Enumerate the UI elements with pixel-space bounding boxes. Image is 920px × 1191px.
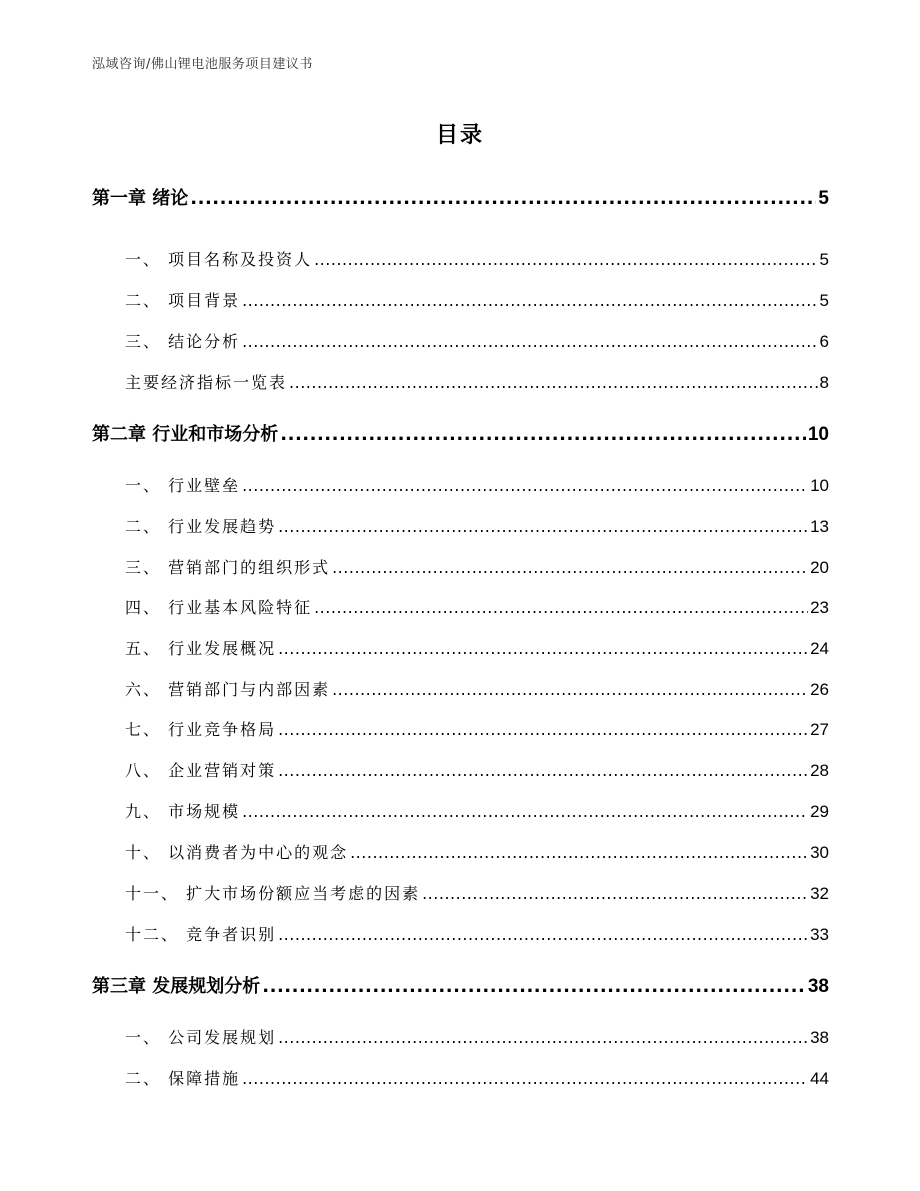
toc-section-2-2[interactable]: [125, 514, 829, 538]
toc-entry-label: 二、 行业发展趋势: [125, 517, 277, 536]
toc-section-2-7[interactable]: [125, 717, 829, 741]
toc-entry-label: 一、 项目名称及投资人: [125, 250, 313, 269]
dot-leader: [262, 976, 806, 997]
toc-entry-page: 33: [810, 925, 829, 944]
toc-entry-label: 四、 行业基本风险特征: [125, 598, 313, 617]
toc-entry-label: 一、 行业壁垒: [125, 476, 241, 495]
toc-entry-page: 23: [810, 598, 829, 617]
dot-leader: [242, 291, 817, 310]
dot-leader: [278, 517, 808, 536]
dot-leader: [289, 373, 818, 392]
toc-entry-label: 九、 市场规模: [125, 802, 241, 821]
toc-section-1-2[interactable]: [125, 288, 829, 312]
dot-leader: [422, 884, 808, 903]
toc-chapter-3[interactable]: [92, 972, 829, 998]
toc-entry-page: 5: [818, 188, 829, 209]
dot-leader: [242, 332, 817, 351]
dot-leader: [332, 680, 808, 699]
toc-entry-label: 五、 行业发展概况: [125, 639, 277, 658]
toc-entry-page: 27: [810, 720, 829, 739]
toc-entry-page: 26: [810, 680, 829, 699]
dot-leader: [314, 250, 817, 269]
dot-leader: [314, 598, 808, 617]
toc-section-2-5[interactable]: [125, 636, 829, 660]
toc-entry-label: 二、 保障措施: [125, 1069, 241, 1088]
dot-leader: [278, 1028, 808, 1047]
toc-section-2-3[interactable]: [125, 555, 829, 579]
toc-entry-page: 5: [819, 291, 829, 310]
toc-entry-label: 六、 营销部门与内部因素: [125, 680, 331, 699]
toc-entry-page: 10: [807, 424, 829, 445]
running-header: 泓域咨询/佛山锂电池服务项目建议书: [92, 57, 313, 72]
toc-section-3-2[interactable]: [125, 1066, 829, 1090]
toc-section-2-4[interactable]: [125, 595, 829, 619]
page-title: 目录: [435, 123, 484, 148]
toc-entry-label: 三、 结论分析: [125, 332, 241, 351]
toc-chapter-2[interactable]: [92, 420, 829, 446]
toc-section-1-table[interactable]: [125, 370, 829, 394]
dot-leader: [278, 720, 808, 739]
toc-entry-page: 8: [819, 373, 829, 392]
toc-section-2-10[interactable]: [125, 840, 829, 864]
toc-section-1-1[interactable]: [125, 247, 829, 271]
toc-section-1-3[interactable]: [125, 329, 829, 353]
dot-leader: [190, 188, 816, 209]
toc-section-3-1[interactable]: [125, 1025, 829, 1049]
toc-entry-page: 38: [807, 976, 829, 997]
toc-section-2-9[interactable]: [125, 799, 829, 823]
dot-leader: [280, 424, 806, 445]
toc-entry-label: 第二章 行业和市场分析: [92, 424, 279, 445]
toc-section-2-6[interactable]: [125, 677, 829, 701]
dot-leader: [242, 802, 808, 821]
dot-leader: [278, 639, 808, 658]
toc-entry-page: 20: [810, 558, 829, 577]
toc-chapter-1[interactable]: [92, 184, 829, 210]
toc-entry-page: 6: [819, 332, 829, 351]
dot-leader: [332, 558, 808, 577]
toc-entry-label: 第一章 绪论: [92, 188, 189, 209]
dot-leader: [278, 761, 808, 780]
toc-section-2-8[interactable]: [125, 758, 829, 782]
toc-entry-label: 十二、 竞争者识别: [125, 925, 277, 944]
toc-entry-label: 十、 以消费者为中心的观念: [125, 843, 349, 862]
toc-entry-page: 24: [810, 639, 829, 658]
toc-entry-page: 29: [810, 802, 829, 821]
toc-entry-page: 38: [810, 1028, 829, 1047]
toc-entry-page: 32: [810, 884, 829, 903]
toc-entry-label: 第三章 发展规划分析: [92, 976, 261, 997]
toc-entry-label: 三、 营销部门的组织形式: [125, 558, 331, 577]
dot-leader: [350, 843, 808, 862]
dot-leader: [242, 476, 808, 495]
dot-leader: [278, 925, 808, 944]
toc-section-2-12[interactable]: [125, 922, 829, 946]
dot-leader: [242, 1069, 808, 1088]
toc-entry-page: 28: [810, 761, 829, 780]
toc-entry-label: 一、 公司发展规划: [125, 1028, 277, 1047]
toc-entry-label: 七、 行业竞争格局: [125, 720, 277, 739]
toc-entry-page: 30: [810, 843, 829, 862]
toc-entry-page: 13: [810, 517, 829, 536]
toc-section-2-1[interactable]: [125, 473, 829, 497]
toc-section-2-11[interactable]: [125, 881, 829, 905]
toc-entry-label: 二、 项目背景: [125, 291, 241, 310]
toc-entry-page: 44: [810, 1069, 829, 1088]
toc-entry-page: 10: [810, 476, 829, 495]
toc-entry-label: 八、 企业营销对策: [125, 761, 277, 780]
toc-entry-label: 十一、 扩大市场份额应当考虑的因素: [125, 884, 421, 903]
toc-entry-label: 主要经济指标一览表: [125, 373, 288, 392]
toc-entry-page: 5: [819, 250, 829, 269]
